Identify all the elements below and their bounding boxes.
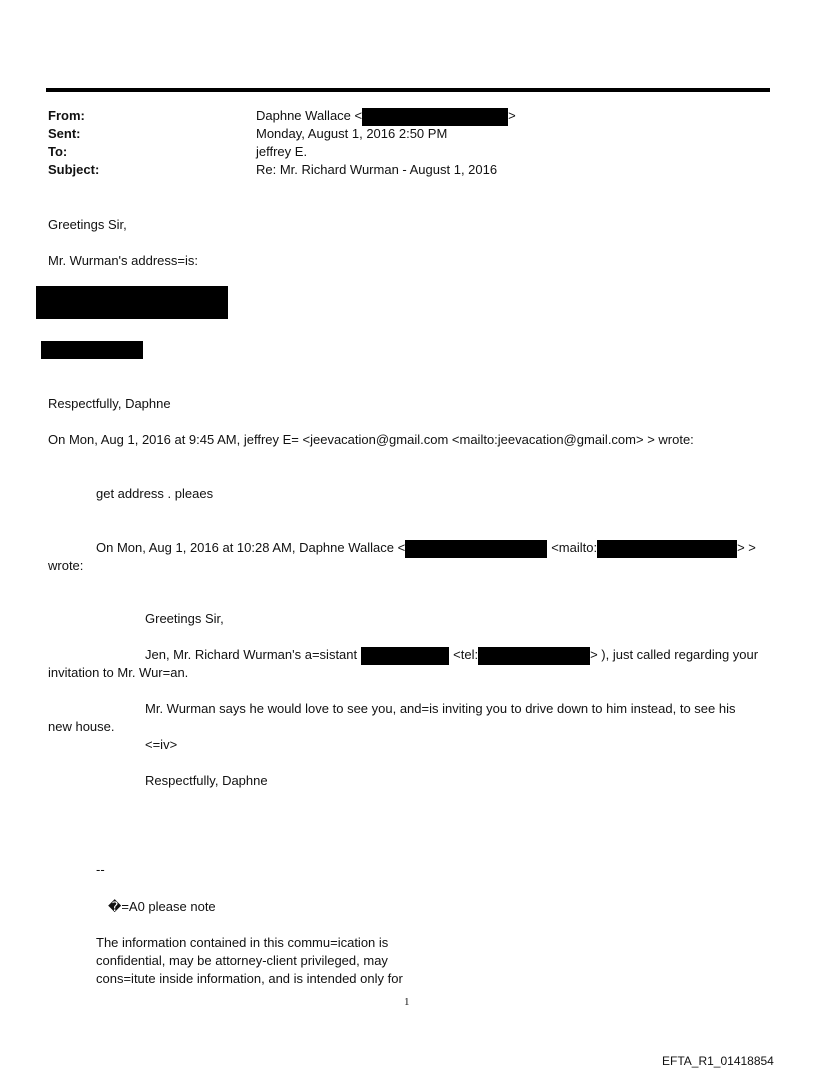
greeting: Greetings Sir, xyxy=(48,217,127,232)
from-value xyxy=(256,108,516,126)
quote2-start: On Mon, Aug 1, 2016 at 10:28 AM, Daphne Wallace < xyxy=(96,540,406,555)
from-label: From: xyxy=(48,108,85,123)
quote2-end: > > xyxy=(737,540,756,555)
sig-dashes: -- xyxy=(96,862,105,877)
quote2-header xyxy=(96,540,756,558)
redaction-box xyxy=(361,647,449,665)
says-line: Mr. Wurman says he would love to see you, and=is inviting you to drive down to him instead, to see his xyxy=(145,701,736,716)
div-tag: <=iv> xyxy=(145,737,178,752)
to-value: jeffrey E. xyxy=(256,144,308,159)
redaction-box xyxy=(597,540,737,558)
signoff: Respectfully, Daphne xyxy=(48,396,171,411)
quote2-wrote: wrote: xyxy=(48,558,84,573)
header-rule xyxy=(46,88,770,92)
document-id: EFTA_R1_01418854 xyxy=(662,1054,774,1068)
sent-label: Sent: xyxy=(48,126,81,141)
sent-value: Monday, August 1, 2016 2:50 PM xyxy=(256,126,448,141)
note-line: �=A0 please note xyxy=(108,899,216,914)
quote-header: On Mon, Aug 1, 2016 at 9:45 AM, jeffrey E= <jeevacation@gmail.com <mailto:jeevacation@gmail.com> > wrote: xyxy=(48,432,694,447)
says-cont: new house. xyxy=(48,719,115,734)
inner-greeting: Greetings Sir, xyxy=(145,611,224,626)
redaction-box xyxy=(362,108,508,126)
subject-value: Re: Mr. Richard Wurman - August 1, 2016 xyxy=(256,162,498,177)
redaction-box xyxy=(41,341,143,359)
jen-tel: <tel: xyxy=(453,647,479,662)
redaction-box xyxy=(36,286,228,319)
from-name: Daphne Wallace < xyxy=(256,108,363,123)
disclaimer-line-3: cons=itute inside information, and is intended only for xyxy=(96,971,403,986)
redaction-box xyxy=(478,647,590,665)
jen-end: > ), just called regarding your xyxy=(590,647,759,662)
subject-label: Subject: xyxy=(48,162,100,177)
quote2-mailto: <mailto: xyxy=(551,540,598,555)
redaction-box xyxy=(405,540,547,558)
to-label: To: xyxy=(48,144,68,159)
jen-line xyxy=(145,647,758,665)
jen-cont: invitation to Mr. Wur=an. xyxy=(48,665,189,680)
disclaimer-line-2: confidential, may be attorney-client privileged, may xyxy=(96,953,388,968)
reply-text: get address . pleaes xyxy=(96,486,214,501)
page-number: 1 xyxy=(404,996,410,1008)
inner-signoff: Respectfully, Daphne xyxy=(145,773,268,788)
address-line: Mr. Wurman's address=is: xyxy=(48,253,198,268)
jen-start: Jen, Mr. Richard Wurman's a=sistant xyxy=(145,647,358,662)
disclaimer-line-1: The information contained in this commu=ication is xyxy=(96,935,389,950)
from-close: > xyxy=(508,108,516,123)
